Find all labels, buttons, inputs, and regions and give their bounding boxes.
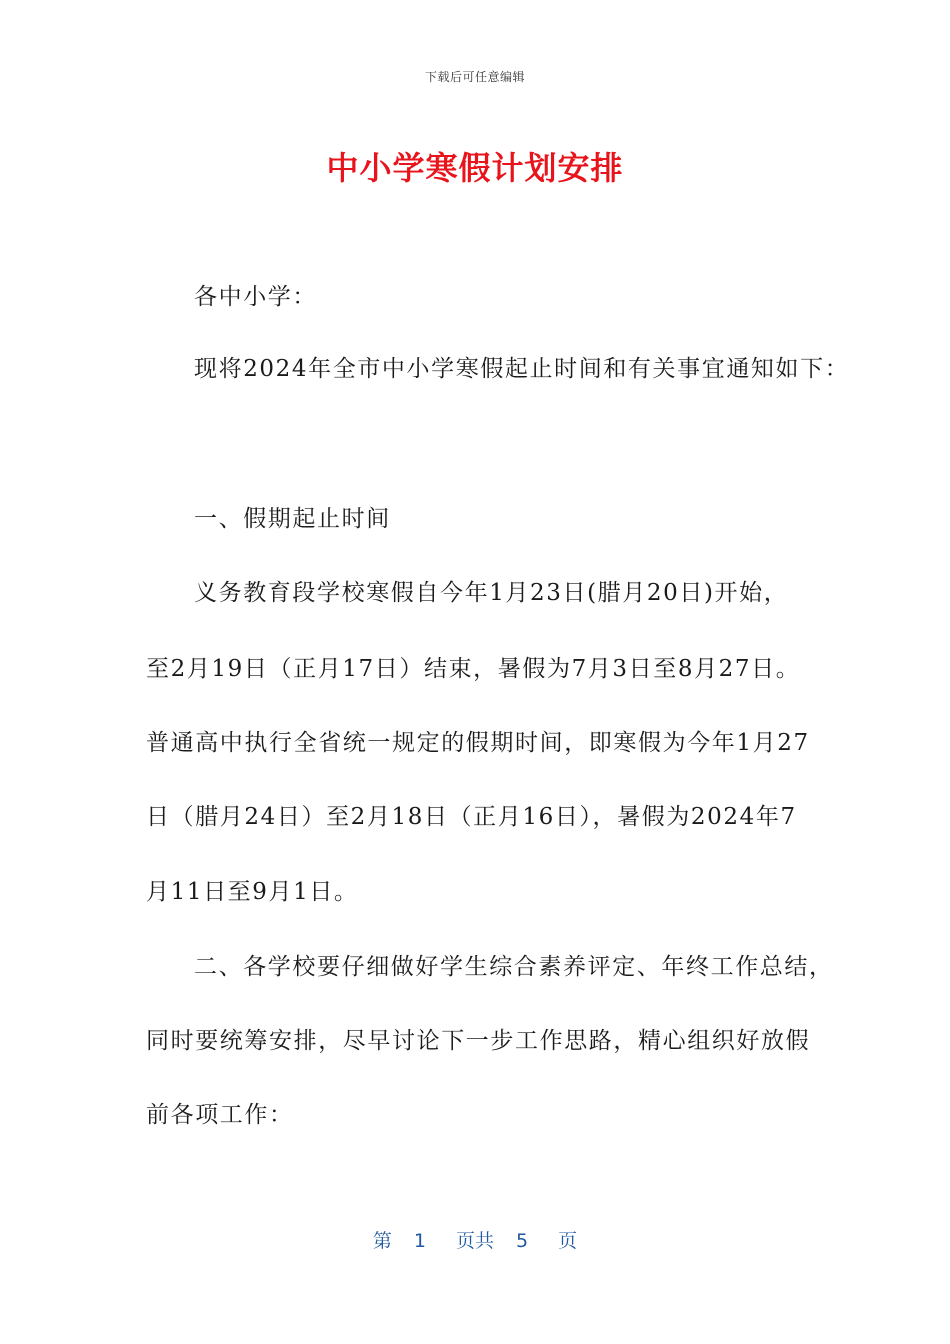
paragraph-line: 义务教育段学校寒假自今年1月23日(腊月20日)开始， [194,580,789,606]
paragraph-line: 前各项工作： [146,1102,294,1128]
section-heading-2: 二、各学校要仔细做好学生综合素养评定、年终工作总结， [194,954,834,980]
intro-line: 现将2024年全市中小学寒假起止时间和有关事宜通知如下： [194,356,850,382]
header-note: 下载后可任意编辑 [424,70,525,84]
paragraph-line: 至2月19日（正月17日）结束，暑假为7月3日至8月27日。 [146,656,801,682]
footer-prefix: 第 [372,1230,392,1252]
paragraph-line: 同时要统筹安排，尽早讨论下一步工作思路，精心组织好放假 [146,1028,811,1054]
footer-total-pages: 5 [516,1230,529,1252]
paragraph-line: 普通高中执行全省统一规定的假期时间，即寒假为今年1月27 [146,730,810,756]
section-heading-1: 一、假期起止时间 [194,506,391,532]
paragraph-line: 月11日至9月1日。 [146,879,359,905]
footer-current-page: 1 [413,1230,426,1252]
footer-middle: 页共 [455,1230,494,1252]
paragraph-line: 日（腊月24日）至2月18日（正月16日），暑假为2024年7 [146,804,797,830]
document-title: 中小学寒假计划安排 [326,149,624,187]
footer-suffix: 页 [558,1230,578,1252]
page-footer [0,1226,950,1253]
salutation-line: 各中小学： [194,284,317,310]
